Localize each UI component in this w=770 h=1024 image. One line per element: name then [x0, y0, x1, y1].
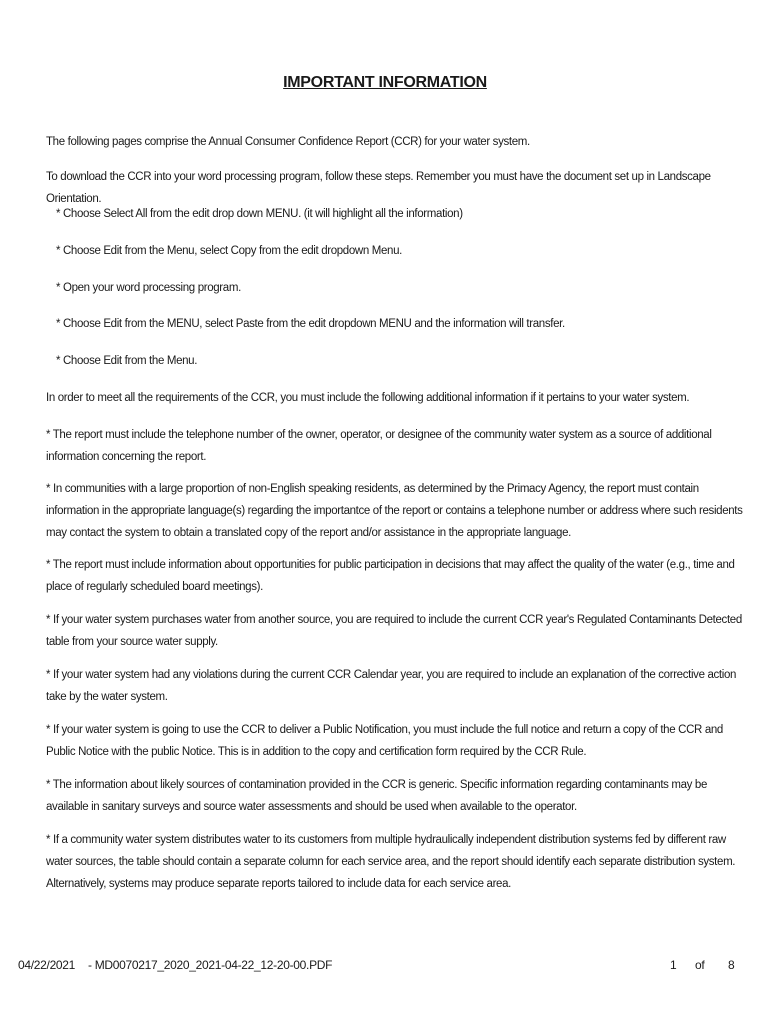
step-item: * Choose Edit from the Menu.	[56, 355, 198, 367]
footer-page-current: 1	[670, 958, 677, 972]
page-title: IMPORTANT INFORMATION	[283, 74, 487, 91]
footer-filename: - MD0070217_2020_2021-04-22_12-20-00.PDF	[88, 958, 333, 972]
requirement-item: * If your water system is going to use the CCR to deliver a Public Notification, you must include the full notice and return a copy of the CCR and Public Notice with the public Notice. This is in addition to the copy and certification form required by the CCR Rule.	[46, 724, 723, 758]
intro-paragraph: The following pages comprise the Annual Consumer Confidence Report (CCR) for your water system.	[46, 136, 530, 148]
step-item: * Choose Edit from the MENU, select Paste from the edit dropdown MENU and the information will transfer.	[56, 318, 565, 330]
requirement-item: * The report must include the telephone number of the owner, operator, or designee of the community water system as a source of additional information concerning the report.	[46, 429, 712, 463]
footer-page-total: 8	[728, 958, 735, 972]
footer-date: 04/22/2021	[18, 958, 76, 972]
footer-page-of: of	[695, 958, 705, 972]
requirement-item: * In communities with a large proportion of non-English speaking residents, as determined by the Primacy Agency, the report must contain information in the appropriate language(s) regarding the importantce of the report or contains a telephone number or address where such residents may contact the system to obtain a translated copy of the report and/or assistance in the appropriate language.	[46, 483, 743, 539]
requirement-item: * The report must include information about opportunities for public participation in decisions that may affect the quality of the water (e.g., time and place of regularly scheduled board meetings).	[46, 559, 735, 593]
step-item: * Choose Select All from the edit drop down MENU. (it will highlight all the information)	[56, 208, 463, 220]
step-item: * Open your word processing program.	[56, 282, 241, 294]
step-item: * Choose Edit from the Menu, select Copy from the edit dropdown Menu.	[56, 245, 402, 257]
requirement-item: * If your water system purchases water from another source, you are required to include the current CCR year's Regulated Contaminants Detected table from your source water supply.	[46, 614, 742, 648]
requirements-intro: In order to meet all the requirements of the CCR, you must include the following additional information if it pertains to your water system.	[46, 392, 690, 404]
requirement-item: * If your water system had any violations during the current CCR Calendar year, you are required to include an explanation of the corrective action take by the water system.	[46, 669, 737, 703]
requirement-item: * If a community water system distributes water to its customers from multiple hydraulically independent distribution systems fed by different raw water sources, the table should contain a separate column for each service area, and the report should identify each separate distribution system. Alternatively, systems may produce separate reports tailored to include data for each service area.	[46, 834, 736, 890]
download-instructions: To download the CCR into your word processing program, follow these steps. Remember you must have the document set up in Landscape Orientation.	[46, 171, 711, 205]
requirement-item: * The information about likely sources of contamination provided in the CCR is generic. Specific information regarding contaminants may be available in sanitary surveys and source water assessments and should be used when available to the operator.	[46, 779, 708, 813]
